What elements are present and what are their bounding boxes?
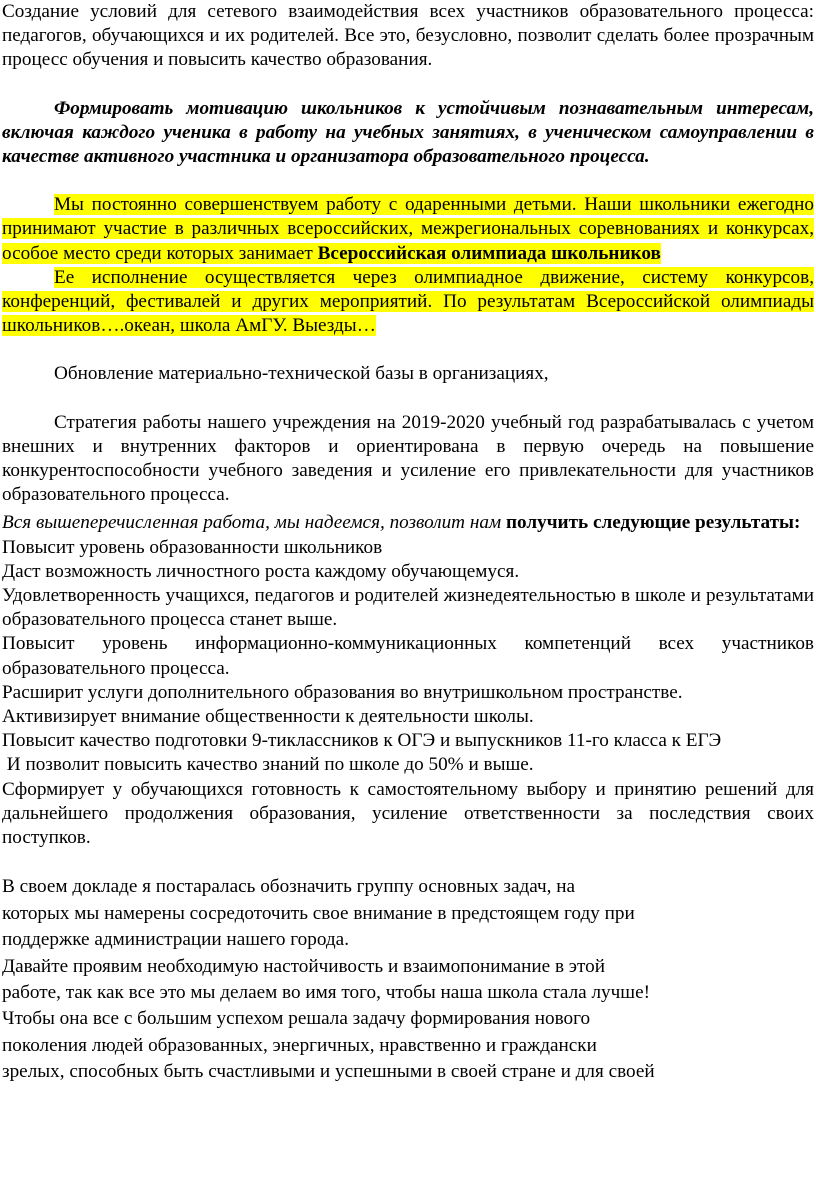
spacer — [2, 73, 814, 97]
highlighted-text: Мы постоянно совершенствуем работу с одаренными детьми. Наши школьники ежегодно принимают участие в различных всероссийских, межрегиональных соревнованиях и конкурсах, особое место среди которых занимает — [2, 194, 814, 264]
list-item: Сформирует у обучающихся готовность к самостоятельному выбору и принятию решений для дальнейшего продолжения образования, усиление ответственности за последствия своих поступков. — [2, 778, 814, 849]
list-item: Повысит качество подготовки 9-тиклассников к ОГЭ и выпускников 11-го класса к ЕГЭ — [2, 730, 722, 752]
results-list — [2, 536, 814, 851]
paragraph-network-interaction: Создание условий для сетевого взаимодействия всех участников образовательного процесса: педагогов, обучающихся и их родителей. Все это, безусловно, позволит сделать более прозрачным процесс обучения и повысить качество образования. — [2, 1, 814, 71]
paragraph-strategy: Стратегия работы нашего учреждения на 2019-2020 учебный год разрабатывалась с учетом внешних и внутренних факторов и ориентирована в первую очередь на повышение конкурентоспособности учебного заведения и усиление его привлекательности для участников образовательного процесса. — [2, 411, 814, 506]
paragraph-material-base: Обновление материально-технической базы в организациях, — [54, 363, 549, 385]
closing-line: Чтобы она все с большим успехом решала задачу формирования нового — [2, 1008, 591, 1030]
highlighted-bold-text: Всероссийская олимпиада школьников — [317, 242, 661, 264]
paragraph-results-intro — [2, 511, 814, 535]
closing-line: поколения людей образованных, энергичных, нравственно и граждански — [2, 1034, 597, 1056]
list-item: Удовлетворенность учащихся, педагогов и родителей жизнедеятельностью в школе и результатами образовательного процесса станет выше. — [2, 585, 814, 631]
list-item: Расширит услуги дополнительного образования во внутришкольном пространстве. — [2, 681, 683, 703]
closing-line: Давайте проявим необходимую настойчивость и взаимопонимание в этой — [2, 955, 606, 977]
list-item: И позволит повысить качество знаний по школе до 50% и выше. — [2, 754, 534, 776]
closing-line: работе, так как все это мы делаем во имя того, чтобы наша школа стала лучше! — [2, 981, 650, 1003]
paragraph-olympiad — [2, 266, 814, 339]
closing-line: зрелых, способных быть счастливыми и успешными в своей стране и для своей — [2, 1061, 655, 1083]
list-item: Повысит уровень образованности школьников — [2, 536, 383, 558]
spacer — [2, 387, 814, 411]
paragraph-gifted-children — [2, 193, 814, 266]
closing-line: В своем докладе я постаралась обозначить группу основных задач, на — [2, 876, 576, 898]
highlighted-text: Ее исполнение осуществляется через олимпиадное движение, систему конкурсов, конференций, фестивалей и других мероприятий. По результатам Всероссийской олимпиады школьников….океан, школа АмГУ. Выезды… — [2, 266, 814, 337]
list-item: Повысит уровень информационно-коммуникационных компетенций всех участников образовательного процесса. — [2, 633, 814, 679]
bold-text: получить следующие результаты: — [505, 512, 801, 534]
closing-line: поддержке администрации нашего города. — [2, 929, 349, 951]
italic-text: Вся вышеперечисленная работа, мы надеемся, позволит нам — [2, 512, 506, 534]
list-item: Даст возможность личностного роста каждому обучающемуся. — [2, 560, 520, 582]
paragraph-motivation-goal: Формировать мотивацию школьников к устойчивым познавательным интересам, включая каждого ученика в работу на учебных занятиях, в ученическом самоуправлении в качестве активного участника и организатора образовательного процесса. — [2, 97, 814, 168]
list-item: Активизирует внимание общественности к деятельности школы. — [2, 706, 534, 728]
closing-section — [2, 874, 814, 1085]
closing-line: которых мы намерены сосредоточить свое внимание в предстоящем году при — [2, 902, 635, 924]
spacer — [2, 338, 814, 362]
spacer — [2, 169, 814, 193]
spacer — [2, 850, 814, 874]
